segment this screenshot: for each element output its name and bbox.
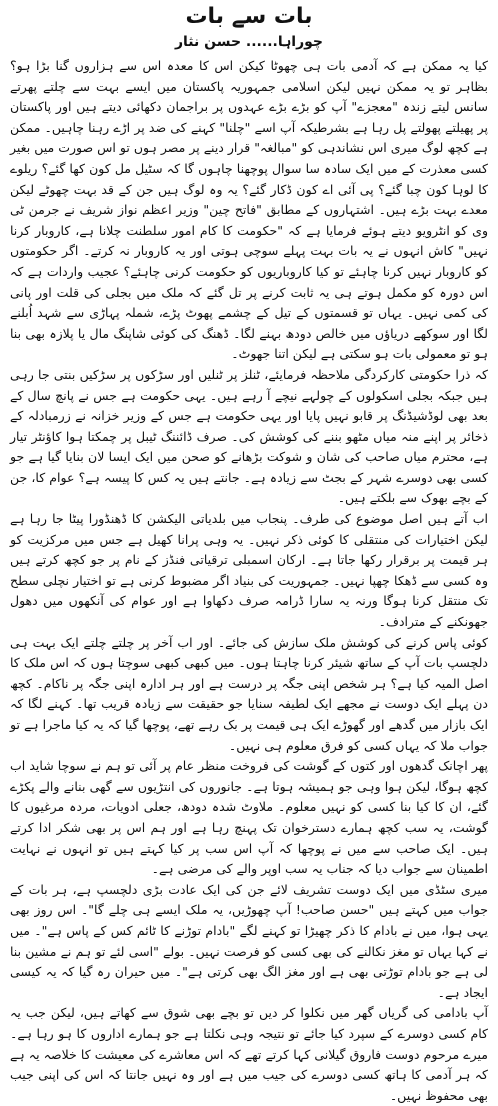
- paragraph: کوئی پاس کرنے کی کوشش ملک سازش کی جائے۔ اور اب آخر پر چلتے چلتے ایک بہت ہی دلچسپ بات آپ کے ساتھ شیئر کرنا چاہتا ہوں۔ میں کبھی کبھی سوچتا ہوں کہ اس ملک کا اصل المیہ کیا ہے؟ ہر شخص اپنی جگہ پر درست ہے اور ہر ادارہ اپنی جگہ پر ناکام۔ کچھ دن پہلے ایک دوست نے مجھے ایک لطیفہ سنایا جو حقیقت سے زیادہ قریب تھا۔ کہنے لگا کہ ایک بازار میں گدھے اور گھوڑے ایک ہی قیمت پر بک رہے تھے، پوچھا گیا کہ یہ کیا ماجرا ہے تو جواب ملا کہ یہاں کسی کو فرق معلوم ہی نہیں۔: [10, 634, 488, 753]
- paragraph: آپ بادامی کی گریاں گھر میں نکلوا کر دیں تو بچے بھی شوق سے کھاتے ہیں، لیکن جب یہ کام کسی دوسرے کے سپرد کیا جائے تو نتیجہ وہی نکلتا ہے جو ہمارے اداروں کا ہو رہا ہے۔ میرے مرحوم دوست فاروق گیلانی کہا کرتے تھے کہ اس معاشرے کی معیشت کا خلاصہ یہ ہے کہ ہر آدمی کا ہاتھ کسی دوسرے کی جیب میں ہے اور وہ نہیں جانتا کہ اس کی اپنی جیب بھی محفوظ نہیں۔: [10, 1005, 488, 1103]
- column-body: [10, 56, 488, 1106]
- paragraph: پھر اچانک گدھوں اور کتوں کے گوشت کی فروخت منظر عام پر آئی تو ہم نے سوچا شاید اب کچھ ہوگا، لیکن ہوا وہی جو ہمیشہ ہوتا ہے۔ جانوروں کی انتڑیوں سے گھی بنانے والے پکڑے گئے، ان کا کیا بنا کسی کو نہیں معلوم۔ ملاوٹ شدہ دودھ، جعلی ادویات، مردہ مرغیوں کا گوشت، یہ سب کچھ ہمارے دسترخوان تک پہنچ رہا ہے اور ہم اس پر بھی شکر ادا کرتے ہیں۔ ایک صاحب سے میں نے پوچھا کہ آپ اس سب پر کیا کہتے ہیں تو انہوں نے نہایت اطمینان سے جواب دیا کہ جناب یہ سب اوپر والے کی مرضی ہے۔: [10, 758, 488, 877]
- paragraph: کیا یہ ممکن ہے کہ آدمی بات ہی چھوٹا کیکن اس کا معدہ اس سے ہزاروں گنا بڑا ہو؟ بظاہر تو یہ ممکن نہیں لیکن اسلامی جمہوریہ پاکستان میں ایسے بہت سے چلتے پھرتے سانس لیتے زندہ "معجزے" آپ کو بڑے بڑے عہدوں پر براجمان دکھائی دیتے ہیں اور پاکستان پر پھیلتے پھولتے پل رہا ہے بشرطیکہ آپ اسے "چلنا" کہنے کی ضد پر اڑے رہنا چاہیں۔ ممکن ہے کچھ لوگ میری اس نشاندہی کو "مبالغہ" قرار دینے پر مصر ہوں تو اس صورت میں بغیر کسی معذرت کے میں ایک سادہ سا سوال پوچھنا چاہوں گا کہ سٹیل مل کون کھا گئے؟ ریلوے کا لوہا کون چبا گئے؟ پی آئی اے کون ڈکار گئے؟ یہ وہ لوگ ہیں جن کے قد بہت چھوٹے لیکن معدے بہت بڑے ہیں۔ اشتہاروں کے مطابق "فاتح چین" وزیر اعظم نواز شریف نے جرمن ٹی وی کو انٹرویو دیتے ہوئے فرمایا ہے کہ "حکومت کا کام امور سلطنت چلانا ہے، کاروبار کرنا نہیں" کاش انہوں نے یہ بات بہت پہلے سوچی ہوتی اور یہ کاروبار نہ کرتے۔ اگر حکومتوں کو کاروبار نہیں کرنا چاہئے تو کیا کاروباریوں کو حکومت کرنی چاہئے؟ عجیب واردات ہے کہ اس دورہ کو مکمل ہوتے ہی یہ ثابت کرنے پر تل گئے کہ ملک میں بجلی کی قلت اور پانی کی کمی نہیں۔ یہاں تو قسمتوں کے تیل کے چشمے پھوٹ پڑے، شملہ پہاڑی سے شہد اُبلنے لگا اور سوکھے دریاؤں میں خالص دودھ بہنے لگا۔ ڈھنگ کی کوئی شاپنگ مال یا پلازہ بھی بنا ہو تو معمولی بات ہو سکتی ہے لیکن اتنا جھوٹ۔: [10, 58, 488, 362]
- paragraph: میری سٹڈی میں ایک دوست تشریف لائے جن کی ایک عادت بڑی دلچسپ ہے، ہر بات کے جواب میں کہتے ہیں "حسن صاحب! آپ چھوڑیں، یہ ملک ایسے ہی چلے گا"۔ اس روز بھی یہی ہوا، میں نے بادام کا ذکر چھیڑا تو کہنے لگے "بادام توڑنے کا ٹائم کس کے پاس ہے"۔ میں نے کہا یہاں تو مغز نکالنے کی بھی کسی کو فرصت نہیں۔ بولے "اسی لئے تو ہم نے مشین بنا لی ہے جو بادام توڑتی بھی ہے اور مغز الگ بھی کرتی ہے"۔ میں حیران رہ گیا کہ یہ کیسی ایجاد ہے۔: [10, 881, 488, 1000]
- newspaper-column: [10, 0, 488, 1103]
- column-byline: چوراہا...... حسن نثار: [174, 34, 324, 50]
- column-title: بات سے بات: [185, 4, 313, 29]
- paragraph: اب آتے ہیں اصل موضوع کی طرف۔ پنجاب میں بلدیاتی الیکشن کا ڈھنڈورا پیٹا جا رہا ہے لیکن اختیارات کی منتقلی کا کوئی ذکر نہیں۔ یہ وہی پرانا کھیل ہے جس میں مرکزیت کو ہر قیمت پر برقرار رکھا جاتا ہے۔ ارکان اسمبلی ترقیاتی فنڈز کے نام پر جو کچھ کرتے ہیں وہ کسی سے ڈھکا چھپا نہیں۔ جمہوریت کی بنیاد اگر مضبوط کرنی ہے تو اختیار نچلی سطح تک منتقل کرنا ہوگا ورنہ یہ سارا ڈرامہ صرف دکھاوا ہے اور عوام کی آنکھوں میں دھول جھونکنے کے مترادف۔: [10, 511, 488, 630]
- paragraph: کہ ذرا حکومتی کارکردگی ملاحظہ فرمایئے، ٹنلز پر ٹنلیں اور سڑکوں پر سڑکیں بنتی جا رہی ہیں جبکہ بجلی اسکولوں کے چولہے نیچے آ رہے ہیں۔ یہی حکومت ہے جس نے پانچ سال کے بعد بھی لوڈشیڈنگ پر قابو نہیں پایا اور یہی حکومت ہے جس کے وزیر خزانہ نے زرمبادلہ کے ذخائر پر اپنے منہ میاں مٹھو بننے کی کوشش کی۔ صرف ڈائننگ ٹیبل پر چمکتا ہوا کاؤنٹر تیار ہے، محترم میاں صاحب کی شان و شوکت بڑھانے کو صحن میں ایک ایسا لان بنایا گیا ہے جو کسی بھی دوسرے شہر کے بجٹ سے زیادہ ہے۔ جانتے ہیں یہ کس کا پیسہ ہے؟ عوام کا، جن کے بچے بھوک سے بلکتے ہیں۔: [10, 366, 488, 506]
